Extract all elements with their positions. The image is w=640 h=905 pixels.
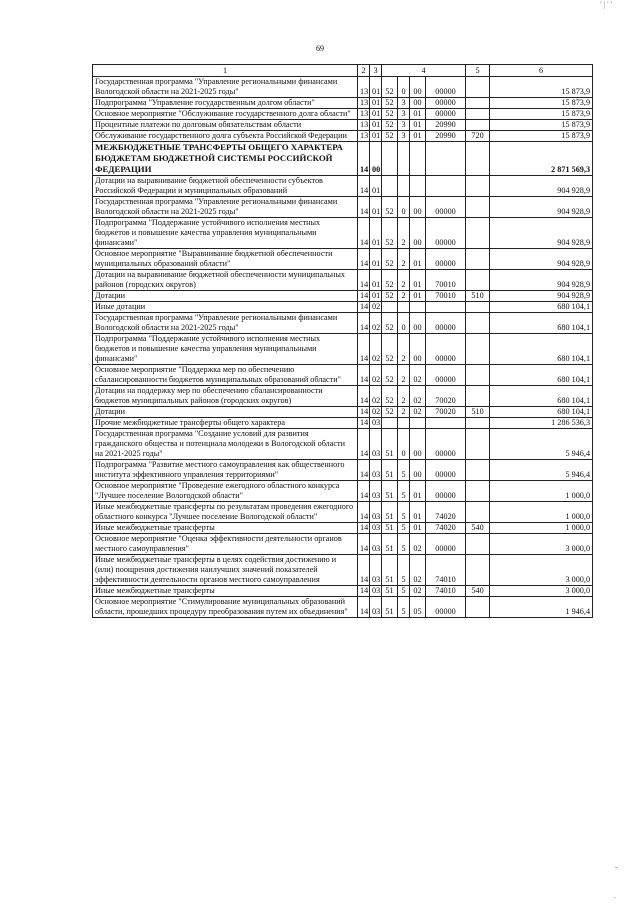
amount-cell: 904 928,9 <box>490 197 593 218</box>
program-code-cell <box>382 302 398 313</box>
expense-type-cell <box>466 270 490 291</box>
activity-code-cell: 00 <box>410 98 426 109</box>
subprogram-code-cell <box>398 142 410 176</box>
table-row <box>93 523 593 534</box>
expense-type-cell <box>466 429 490 460</box>
row-name-cell: Процентные платежи по долговым обязательствам области <box>93 120 358 131</box>
row-name-cell: Основное мероприятие "Выравнивание бюджетной обеспеченности муниципальных образований области" <box>93 249 358 270</box>
expense-type-cell <box>466 249 490 270</box>
subprogram-code-cell: 0 <box>398 429 410 460</box>
subsection-code-cell: 01 <box>370 77 382 98</box>
amount-cell: 904 928,9 <box>490 218 593 249</box>
direction-code-cell <box>426 302 466 313</box>
subsection-code-cell: 01 <box>370 291 382 302</box>
direction-code-cell: 74020 <box>426 502 466 523</box>
section-code-cell: 14 <box>358 313 370 334</box>
table-row <box>93 429 593 460</box>
amount-cell: 1 000,0 <box>490 481 593 502</box>
table-row <box>93 481 593 502</box>
activity-code-cell: 01 <box>410 109 426 120</box>
expense-type-cell <box>466 460 490 481</box>
expense-type-cell: 720 <box>466 131 490 142</box>
amount-cell: 680 104,1 <box>490 334 593 365</box>
direction-code-cell: 00000 <box>426 98 466 109</box>
amount-cell: 3 000,0 <box>490 555 593 586</box>
direction-code-cell: 70020 <box>426 407 466 418</box>
activity-code-cell <box>410 142 426 176</box>
table-row <box>93 418 593 429</box>
header-col-2: 2 <box>358 65 370 77</box>
subprogram-code-cell <box>398 418 410 429</box>
subprogram-code-cell: 2 <box>398 291 410 302</box>
subsection-code-cell: 02 <box>370 302 382 313</box>
subsection-code-cell: 01 <box>370 218 382 249</box>
table-row <box>93 270 593 291</box>
direction-code-cell: 00000 <box>426 218 466 249</box>
amount-cell: 680 104,1 <box>490 313 593 334</box>
corner-mark: ' | ' ' <box>600 0 612 9</box>
direction-code-cell: 74010 <box>426 586 466 597</box>
activity-code-cell: 00 <box>410 197 426 218</box>
table-row <box>93 291 593 302</box>
subsection-code-cell: 03 <box>370 418 382 429</box>
subprogram-code-cell: 5 <box>398 460 410 481</box>
section-code-cell: 14 <box>358 218 370 249</box>
subprogram-code-cell: 2 <box>398 334 410 365</box>
program-code-cell <box>382 176 398 197</box>
table-row <box>93 98 593 109</box>
amount-cell: 3 000,0 <box>490 586 593 597</box>
section-code-cell: 14 <box>358 176 370 197</box>
amount-cell: 3 000,0 <box>490 534 593 555</box>
expense-type-cell: 540 <box>466 523 490 534</box>
direction-code-cell: 00000 <box>426 460 466 481</box>
subprogram-code-cell: 2 <box>398 270 410 291</box>
subsection-code-cell: 01 <box>370 197 382 218</box>
table-row <box>93 407 593 418</box>
expense-type-cell: 540 <box>466 586 490 597</box>
program-code-cell: 52 <box>382 407 398 418</box>
table-row <box>93 586 593 597</box>
amount-cell: 904 928,9 <box>490 249 593 270</box>
activity-code-cell: 02 <box>410 365 426 386</box>
subprogram-code-cell: 0 <box>398 313 410 334</box>
section-code-cell: 14 <box>358 534 370 555</box>
direction-code-cell: 00000 <box>426 197 466 218</box>
section-code-cell: 13 <box>358 98 370 109</box>
activity-code-cell: 01 <box>410 523 426 534</box>
amount-cell: 680 104,1 <box>490 386 593 407</box>
direction-code-cell: 70020 <box>426 386 466 407</box>
row-name-cell: Иные дотации <box>93 302 358 313</box>
amount-cell: 2 871 569,3 <box>490 142 593 176</box>
program-code-cell: 52 <box>382 197 398 218</box>
expense-type-cell <box>466 597 490 618</box>
direction-code-cell: 00000 <box>426 597 466 618</box>
expense-type-cell <box>466 176 490 197</box>
program-code-cell: 52 <box>382 131 398 142</box>
amount-cell: 15 873,9 <box>490 120 593 131</box>
table-row <box>93 460 593 481</box>
row-name-cell: Обслуживание государственного долга субъекта Российской Федерации <box>93 131 358 142</box>
activity-code-cell: 01 <box>410 249 426 270</box>
program-code-cell: 52 <box>382 291 398 302</box>
table-row <box>93 249 593 270</box>
section-code-cell: 14 <box>358 481 370 502</box>
direction-code-cell <box>426 418 466 429</box>
subsection-code-cell: 01 <box>370 176 382 197</box>
expense-type-cell <box>466 218 490 249</box>
table-row <box>93 386 593 407</box>
direction-code-cell: 00000 <box>426 109 466 120</box>
amount-cell: 1 946,4 <box>490 597 593 618</box>
subprogram-code-cell: 5 <box>398 502 410 523</box>
header-row <box>93 65 593 77</box>
section-code-cell: 14 <box>358 460 370 481</box>
row-name-cell: Подпрограмма "Поддержание устойчивого исполнения местных бюджетов и повышение качества управления муниципальными финансами" <box>93 334 358 365</box>
table-row <box>93 109 593 120</box>
subsection-code-cell: 03 <box>370 555 382 586</box>
subprogram-code-cell: 3 <box>398 120 410 131</box>
amount-cell: 15 873,9 <box>490 77 593 98</box>
row-name-cell: Иные межбюджетные трансферты в целях содействия достижению и (или) поощрения достижения наилучших значений показателей эффективности деятельности органов местного самоуправления <box>93 555 358 586</box>
activity-code-cell: 00 <box>410 334 426 365</box>
amount-cell: 1 000,0 <box>490 502 593 523</box>
subsection-code-cell: 01 <box>370 120 382 131</box>
expense-type-cell: 510 <box>466 291 490 302</box>
amount-cell: 15 873,9 <box>490 131 593 142</box>
direction-code-cell: 00000 <box>426 365 466 386</box>
subprogram-code-cell: 5 <box>398 523 410 534</box>
amount-cell: 1 286 536,3 <box>490 418 593 429</box>
subsection-code-cell: 02 <box>370 334 382 365</box>
section-code-cell: 14 <box>358 407 370 418</box>
activity-code-cell: 00 <box>410 429 426 460</box>
row-name-cell: Дотации <box>93 407 358 418</box>
amount-cell: 15 873,9 <box>490 109 593 120</box>
direction-code-cell: 00000 <box>426 334 466 365</box>
table-row <box>93 77 593 98</box>
row-name-cell: Дотации на выравнивание бюджетной обеспеченности муниципальных районов (городских округов) <box>93 270 358 291</box>
row-name-cell: Основное мероприятие "Стимулирование муниципальных образований области, прошедших процедуру преобразования путем их объединения" <box>93 597 358 618</box>
program-code-cell: 52 <box>382 120 398 131</box>
section-code-cell: 14 <box>358 586 370 597</box>
row-name-cell: Основное мероприятие "Оценка эффективности деятельности органов местного самоуправления" <box>93 534 358 555</box>
amount-cell: 904 928,9 <box>490 291 593 302</box>
subsection-code-cell: 03 <box>370 523 382 534</box>
direction-code-cell: 00000 <box>426 481 466 502</box>
subprogram-code-cell: 3 <box>398 98 410 109</box>
program-code-cell: 51 <box>382 555 398 586</box>
direction-code-cell: 00000 <box>426 313 466 334</box>
subprogram-code-cell <box>398 302 410 313</box>
subprogram-code-cell: 5 <box>398 555 410 586</box>
subsection-code-cell: 00 <box>370 142 382 176</box>
activity-code-cell: 00 <box>410 218 426 249</box>
subprogram-code-cell: 5 <box>398 597 410 618</box>
subprogram-code-cell: 2 <box>398 407 410 418</box>
section-code-cell: 14 <box>358 197 370 218</box>
direction-code-cell: 20990 <box>426 131 466 142</box>
table-row <box>93 334 593 365</box>
direction-code-cell: 00000 <box>426 77 466 98</box>
section-code-cell: 14 <box>358 249 370 270</box>
section-code-cell: 14 <box>358 523 370 534</box>
subprogram-code-cell: 2 <box>398 365 410 386</box>
row-name-cell: Основное мероприятие "Проведение ежегодного областного конкурса "Лучшее поселение Вологодской области" <box>93 481 358 502</box>
program-code-cell: 51 <box>382 534 398 555</box>
section-code-cell: 14 <box>358 302 370 313</box>
subprogram-code-cell: 2 <box>398 218 410 249</box>
amount-cell: 680 104,1 <box>490 407 593 418</box>
program-code-cell: 51 <box>382 523 398 534</box>
activity-code-cell: 01 <box>410 481 426 502</box>
activity-code-cell: 02 <box>410 407 426 418</box>
row-name-cell: Основное мероприятие "Обслуживание государственного долга области" <box>93 109 358 120</box>
row-name-cell: Дотации на выравнивание бюджетной обеспеченности субъектов Российской Федерации и муниципальных образований <box>93 176 358 197</box>
amount-cell: 904 928,9 <box>490 270 593 291</box>
amount-cell: 5 946,4 <box>490 429 593 460</box>
section-code-cell: 14 <box>358 365 370 386</box>
program-code-cell: 52 <box>382 77 398 98</box>
program-code-cell: 51 <box>382 502 398 523</box>
direction-code-cell: 70010 <box>426 291 466 302</box>
expense-type-cell <box>466 98 490 109</box>
row-name-cell: Иные межбюджетные трансферты <box>93 586 358 597</box>
header-col-4: 4 <box>382 65 466 77</box>
table-row <box>93 302 593 313</box>
expense-type-cell <box>466 120 490 131</box>
activity-code-cell: 02 <box>410 534 426 555</box>
subprogram-code-cell: 3 <box>398 131 410 142</box>
margin-mark: - <box>613 893 616 902</box>
section-code-cell: 13 <box>358 109 370 120</box>
amount-cell: 680 104,1 <box>490 365 593 386</box>
direction-code-cell <box>426 142 466 176</box>
direction-code-cell: 00000 <box>426 429 466 460</box>
activity-code-cell: 01 <box>410 502 426 523</box>
table-row <box>93 597 593 618</box>
subsection-code-cell: 01 <box>370 270 382 291</box>
section-code-cell: 13 <box>358 131 370 142</box>
section-code-cell: 13 <box>358 77 370 98</box>
subsection-code-cell: 02 <box>370 407 382 418</box>
subsection-code-cell: 03 <box>370 481 382 502</box>
program-code-cell: 52 <box>382 365 398 386</box>
table-row <box>93 365 593 386</box>
expense-type-cell <box>466 334 490 365</box>
program-code-cell <box>382 142 398 176</box>
subprogram-code-cell: 5 <box>398 534 410 555</box>
subsection-code-cell: 03 <box>370 502 382 523</box>
subsection-code-cell: 03 <box>370 534 382 555</box>
header-col-6: 6 <box>490 65 593 77</box>
subsection-code-cell: 01 <box>370 98 382 109</box>
section-code-cell: 13 <box>358 120 370 131</box>
row-name-cell: Подпрограмма "Развитие местного самоуправления как общественного института эффективного управления территориями" <box>93 460 358 481</box>
budget-table <box>92 64 593 618</box>
row-name-cell: Государственная программа "Создание условий для развития гражданского общества и потенциала молодежи в Вологодской области на 2021-2025 годы" <box>93 429 358 460</box>
section-code-cell: 14 <box>358 502 370 523</box>
table-row <box>93 534 593 555</box>
amount-cell: 5 946,4 <box>490 460 593 481</box>
expense-type-cell <box>466 481 490 502</box>
subprogram-code-cell: 0 <box>398 197 410 218</box>
direction-code-cell: 20990 <box>426 120 466 131</box>
program-code-cell: 52 <box>382 109 398 120</box>
row-name-cell: Основное мероприятие "Поддержка мер по обеспечению сбалансированности бюджетов муниципальных образований области" <box>93 365 358 386</box>
direction-code-cell <box>426 176 466 197</box>
table-row <box>93 120 593 131</box>
section-code-cell: 14 <box>358 429 370 460</box>
subprogram-code-cell: 2 <box>398 386 410 407</box>
expense-type-cell <box>466 386 490 407</box>
subsection-code-cell: 03 <box>370 586 382 597</box>
program-code-cell: 52 <box>382 270 398 291</box>
table-row <box>93 502 593 523</box>
header-col-1: 1 <box>93 65 358 77</box>
row-name-cell: Подпрограмма "Управление государственным долгом области" <box>93 98 358 109</box>
subsection-code-cell: 03 <box>370 429 382 460</box>
expense-type-cell <box>466 555 490 586</box>
direction-code-cell: 74010 <box>426 555 466 586</box>
section-code-cell: 14 <box>358 418 370 429</box>
expense-type-cell <box>466 365 490 386</box>
section-code-cell: 14 <box>358 597 370 618</box>
amount-cell: 680 104,1 <box>490 302 593 313</box>
activity-code-cell: 05 <box>410 597 426 618</box>
subprogram-code-cell: 5 <box>398 586 410 597</box>
subsection-code-cell: 03 <box>370 597 382 618</box>
subsection-code-cell: 02 <box>370 386 382 407</box>
row-name-cell: Государственная программа "Управление региональными финансами Вологодской области на 2021-2025 годы" <box>93 77 358 98</box>
program-code-cell: 51 <box>382 429 398 460</box>
subsection-code-cell: 02 <box>370 313 382 334</box>
subprogram-code-cell: 5 <box>398 481 410 502</box>
table-row <box>93 176 593 197</box>
activity-code-cell: 01 <box>410 270 426 291</box>
subprogram-code-cell <box>398 176 410 197</box>
amount-cell: 904 928,9 <box>490 176 593 197</box>
subsection-code-cell: 01 <box>370 109 382 120</box>
header-col-3: 3 <box>370 65 382 77</box>
row-name-cell: Иные межбюджетные трансферты <box>93 523 358 534</box>
activity-code-cell: 01 <box>410 291 426 302</box>
subsection-code-cell: 01 <box>370 131 382 142</box>
header-col-5: 5 <box>466 65 490 77</box>
program-code-cell: 52 <box>382 249 398 270</box>
expense-type-cell: 510 <box>466 407 490 418</box>
section-code-cell: 14 <box>358 142 370 176</box>
expense-type-cell <box>466 142 490 176</box>
activity-code-cell: 02 <box>410 555 426 586</box>
expense-type-cell <box>466 302 490 313</box>
program-code-cell: 51 <box>382 481 398 502</box>
program-code-cell: 52 <box>382 386 398 407</box>
subsection-code-cell: 03 <box>370 460 382 481</box>
expense-type-cell <box>466 534 490 555</box>
program-code-cell: 52 <box>382 334 398 365</box>
row-name-cell: Прочие межбюджетные трансферты общего характера <box>93 418 358 429</box>
amount-cell: 15 873,9 <box>490 98 593 109</box>
row-name-cell: Иные межбюджетные трансферты по результатам проведения ежегодного областного конкурса "Лучшее поселение Вологодской области" <box>93 502 358 523</box>
activity-code-cell <box>410 176 426 197</box>
section-code-cell: 14 <box>358 291 370 302</box>
expense-type-cell <box>466 197 490 218</box>
row-name-cell: Дотации на поддержку мер по обеспечению сбалансированности бюджетов муниципальных районов (городских округов) <box>93 386 358 407</box>
expense-type-cell <box>466 502 490 523</box>
activity-code-cell <box>410 418 426 429</box>
direction-code-cell: 70010 <box>426 270 466 291</box>
direction-code-cell: 00000 <box>426 534 466 555</box>
program-code-cell <box>382 418 398 429</box>
page-number: 69 <box>316 44 324 53</box>
expense-type-cell <box>466 418 490 429</box>
program-code-cell: 52 <box>382 218 398 249</box>
section-code-cell: 14 <box>358 555 370 586</box>
table-row <box>93 197 593 218</box>
section-code-cell: 14 <box>358 334 370 365</box>
table-row <box>93 142 593 176</box>
activity-code-cell: 01 <box>410 131 426 142</box>
table-row <box>93 555 593 586</box>
program-code-cell: 51 <box>382 586 398 597</box>
activity-code-cell: 00 <box>410 313 426 334</box>
row-name-cell: Государственная программа "Управление региональными финансами Вологодской области на 2021-2025 годы" <box>93 197 358 218</box>
program-code-cell: 51 <box>382 460 398 481</box>
program-code-cell: 51 <box>382 597 398 618</box>
subsection-code-cell: 02 <box>370 365 382 386</box>
table-row <box>93 131 593 142</box>
margin-mark: - <box>614 862 618 873</box>
table-row <box>93 313 593 334</box>
activity-code-cell: 00 <box>410 460 426 481</box>
subprogram-code-cell: 3 <box>398 109 410 120</box>
row-name-cell: Дотации <box>93 291 358 302</box>
expense-type-cell <box>466 109 490 120</box>
program-code-cell: 52 <box>382 313 398 334</box>
expense-type-cell <box>466 313 490 334</box>
table-row <box>93 218 593 249</box>
expense-type-cell <box>466 77 490 98</box>
program-code-cell: 52 <box>382 98 398 109</box>
row-name-cell: МЕЖБЮДЖЕТНЫЕ ТРАНСФЕРТЫ ОБЩЕГО ХАРАКТЕРА БЮДЖЕТАМ БЮДЖЕТНОЙ СИСТЕМЫ РОССИЙСКОЙ ФЕДЕРАЦИИ <box>93 142 358 176</box>
activity-code-cell: 02 <box>410 586 426 597</box>
direction-code-cell: 00000 <box>426 249 466 270</box>
subprogram-code-cell: 2 <box>398 249 410 270</box>
direction-code-cell: 74020 <box>426 523 466 534</box>
subprogram-code-cell: 0 <box>398 77 410 98</box>
section-code-cell: 14 <box>358 386 370 407</box>
row-name-cell: Подпрограмма "Поддержание устойчивого исполнения местных бюджетов и повышение качества управления муниципальными финансами" <box>93 218 358 249</box>
amount-cell: 1 000,0 <box>490 523 593 534</box>
activity-code-cell: 00 <box>410 77 426 98</box>
subsection-code-cell: 01 <box>370 249 382 270</box>
activity-code-cell: 01 <box>410 120 426 131</box>
section-code-cell: 14 <box>358 270 370 291</box>
row-name-cell: Государственная программа "Управление региональными финансами Вологодской области на 2021-2025 годы" <box>93 313 358 334</box>
activity-code-cell <box>410 302 426 313</box>
activity-code-cell: 02 <box>410 386 426 407</box>
